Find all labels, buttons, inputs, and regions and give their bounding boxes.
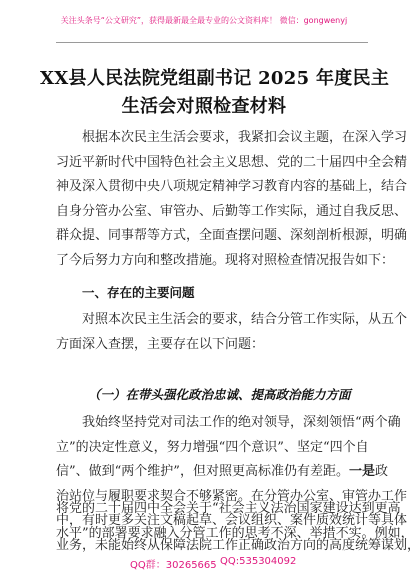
intro-line: 根据本次民主生活会要求，我紧扣会议主题，在深入学习 xyxy=(82,130,408,145)
subsection1-line: 立”的决定性意义，努力增强“四个意识”、坚定“四个自 xyxy=(56,439,369,455)
subsection1-line: 水平”的部署要求融入分管工作的思考不深、举措不实。例如， xyxy=(56,525,414,541)
footer-qq: QQ:535304092 xyxy=(220,556,297,567)
section1-intro-line: 对照本次民主生活会的要求，结合分管工作实际，从五个 xyxy=(82,312,408,327)
intro-paragraph xyxy=(56,126,408,273)
subsection1-line: 中，有时更多关注文稿起草、会议组织、案件质效统计等具体 xyxy=(56,513,408,528)
footer-qq-group: QQ群：30265665 xyxy=(130,560,217,571)
subsection1-line-text: 政 xyxy=(374,464,388,479)
subsection-heading-political-loyalty: （一）在带头强化政治忠诚、提高政治能力方面 xyxy=(88,387,351,402)
intro-line: 群众提、同事帮等方式，全面查摆问题、深刻剖析根源，明确 xyxy=(56,228,408,243)
section1-intro-line: 方面深入查摆，主要存在以下问题： xyxy=(56,336,265,352)
document-title-line-2: 生活会对照检查材料 xyxy=(121,96,287,117)
subsection1-line: 治站位与履职要求契合不够紧密。在分管办公室、审管办工作 xyxy=(56,488,408,504)
subsection1-line xyxy=(56,460,388,485)
section-heading-problems: 一、存在的主要问题 xyxy=(82,285,195,300)
intro-line: 神及深入贯彻中央八项规定精神学习教育内容的基础上，结合 xyxy=(56,179,408,194)
section1-intro-paragraph xyxy=(56,308,408,357)
subsection1-line: 业务，未能始终从保障法院工作正确政治方向的高度统筹谋划， xyxy=(56,537,420,553)
subsection1-line: 将党的二十届四中全会关于“社会主义法治国家建设达到更高 xyxy=(56,501,401,516)
emphasis-first: 一是 xyxy=(348,464,375,479)
intro-line: 习近平新时代中国特色社会主义思想、党的二十届四中全会精 xyxy=(56,154,408,170)
subsection1-line: 我始终坚持党对司法工作的绝对领导，深刻领悟“两个确 xyxy=(82,415,401,430)
document-title-line-1: XX县人民法院党组副书记 2025 年度民主 xyxy=(40,68,390,89)
subsection1-line-text: 信”、做到“两个维护”，但对照更高标准仍有差距。 xyxy=(56,464,349,479)
intro-line: 了今后努力方向和整改措施。现将对照检查情况报告如下： xyxy=(56,252,395,268)
header-rule xyxy=(56,42,368,43)
header-note: 关注头条号“公文研究”，获得最新最全最专业的公文资料库！ 微信：gongwenyj xyxy=(60,16,348,25)
intro-line: 自身分管办公室、审管办、后勤等工作实际，通过自我反思、 xyxy=(56,203,408,219)
